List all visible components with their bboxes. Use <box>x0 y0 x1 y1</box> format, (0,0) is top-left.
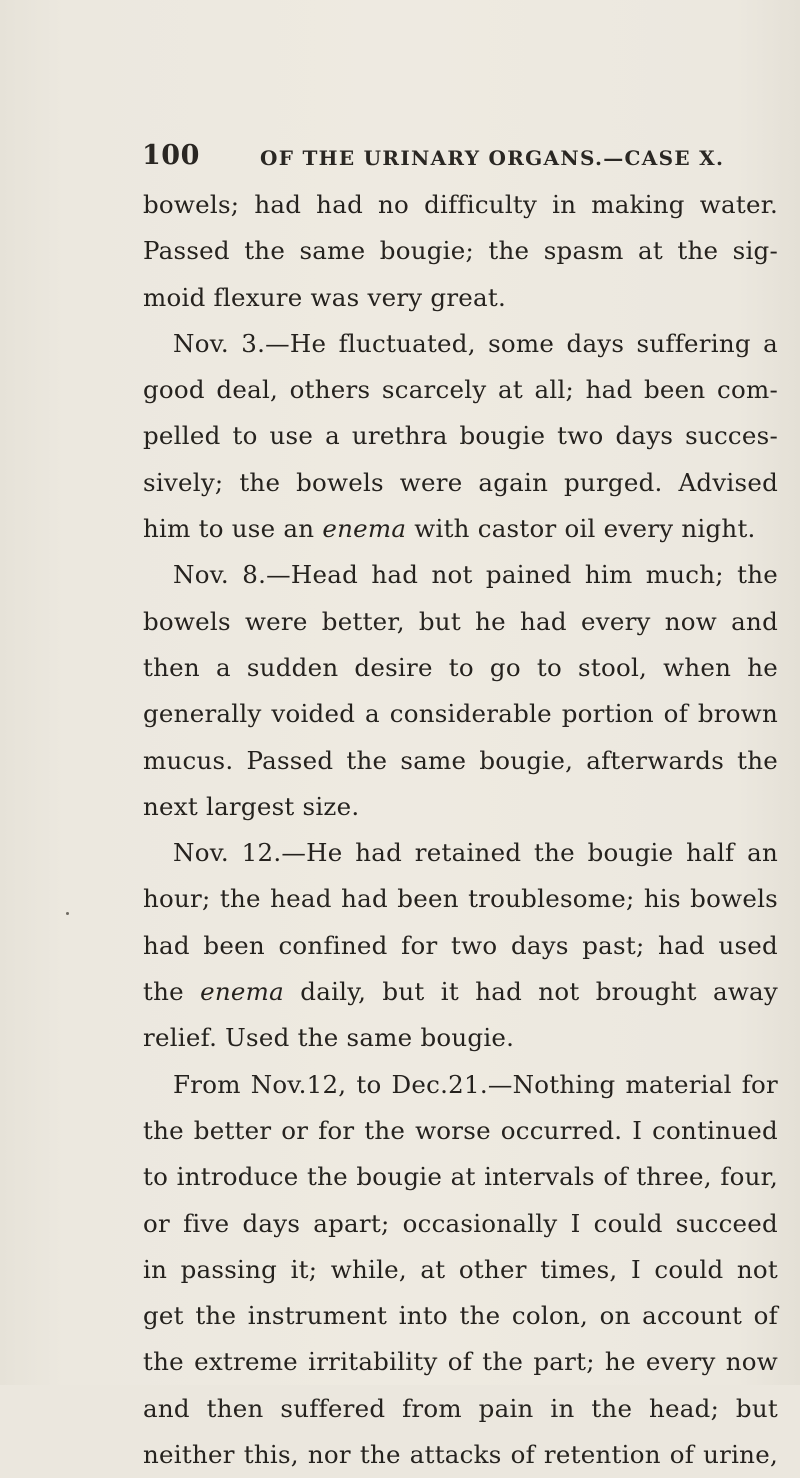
body-text <box>143 182 778 1478</box>
text-line-content: relief. Used the same bougie. <box>143 1023 515 1053</box>
text-line <box>143 1339 778 1385</box>
text-line-content: in passing it; while, at other times, I could not <box>143 1254 778 1284</box>
text-line-content: good deal, others scarcely at all; had been com- <box>143 375 778 405</box>
text-line <box>143 1015 765 1061</box>
text-line-content: neither this, nor the attacks of retention of urine, <box>143 1440 778 1470</box>
text-line <box>143 784 765 830</box>
text-line <box>143 1293 778 1339</box>
text-line <box>143 182 778 228</box>
page-header <box>142 140 762 180</box>
text-line-content: next largest size. <box>143 791 360 821</box>
text-line <box>143 1154 778 1200</box>
text-line-content: or five days apart; occasionally I could succeed <box>143 1208 778 1238</box>
text-line <box>143 275 765 321</box>
text-line <box>143 367 778 413</box>
text-line-content: Nov. 12.—He had retained the bougie half an <box>173 838 778 868</box>
text-line <box>143 1201 778 1247</box>
text-line-content: sively; the bowels were again purged. Advised <box>143 467 778 497</box>
text-line-content: and then suffered from pain in the head; but <box>143 1393 778 1423</box>
text-line-content: daily, but it had not brought away <box>284 977 778 1007</box>
text-line <box>143 1247 778 1293</box>
text-line <box>143 228 778 274</box>
text-line <box>143 321 778 367</box>
text-line-content: hour; the head had been troublesome; his bowels <box>143 884 778 914</box>
text-line-content: Nov. 8.—Head had not pained him much; the <box>173 560 778 590</box>
text-line <box>143 413 778 459</box>
text-line <box>143 691 778 737</box>
text-line-content: had been confined for two days past; had used <box>143 930 778 960</box>
text-line-content: Passed the same bougie; the spasm at the sig- <box>143 236 778 266</box>
italic-term: enema <box>322 514 407 544</box>
text-line <box>143 923 778 969</box>
text-line-content: him to use an <box>143 514 323 544</box>
text-line-content: the better or for the worse occurred. I continued <box>143 1115 778 1145</box>
text-line-content: Nov. 3.—He fluctuated, some days suffering a <box>173 328 778 358</box>
page-number: 100 <box>142 140 200 171</box>
running-title: OF THE URINARY ORGANS.—CASE X. <box>260 146 725 170</box>
text-line <box>143 645 778 691</box>
text-line-content: bowels; had had no difficulty in making water. <box>143 190 778 219</box>
text-line <box>143 738 778 784</box>
italic-term: enema <box>200 977 285 1007</box>
text-line-content: then a sudden desire to go to stool, when he <box>143 652 778 682</box>
text-line <box>143 599 778 645</box>
text-line-content: bowels were better, but he had every now and <box>143 606 778 636</box>
text-line-content: From Nov.12, to Dec.21.—Nothing material for <box>173 1069 778 1099</box>
text-line <box>143 830 778 876</box>
text-line-content: generally voided a considerable portion of brown <box>143 699 778 729</box>
text-line <box>143 506 765 552</box>
text-line <box>143 1062 778 1108</box>
text-line-content: mucus. Passed the same bougie, afterwards the <box>143 745 778 775</box>
text-line <box>143 552 778 598</box>
text-line-content: get the instrument into the colon, on account of <box>143 1301 778 1331</box>
text-line <box>143 969 778 1015</box>
text-line-content: the <box>143 977 201 1007</box>
text-line-content: with castor oil every night. <box>406 514 756 544</box>
text-line <box>143 1386 778 1432</box>
text-line-content: the extreme irritability of the part; he every now <box>143 1347 778 1377</box>
text-line <box>143 876 778 922</box>
text-line <box>143 1432 778 1478</box>
text-line <box>143 1108 778 1154</box>
text-line-content: pelled to use a urethra bougie two days succes- <box>143 421 778 451</box>
text-line-content: to introduce the bougie at intervals of three, four, <box>143 1162 778 1192</box>
text-line <box>143 460 778 506</box>
text-line-content: moid flexure was very great. <box>143 282 507 312</box>
